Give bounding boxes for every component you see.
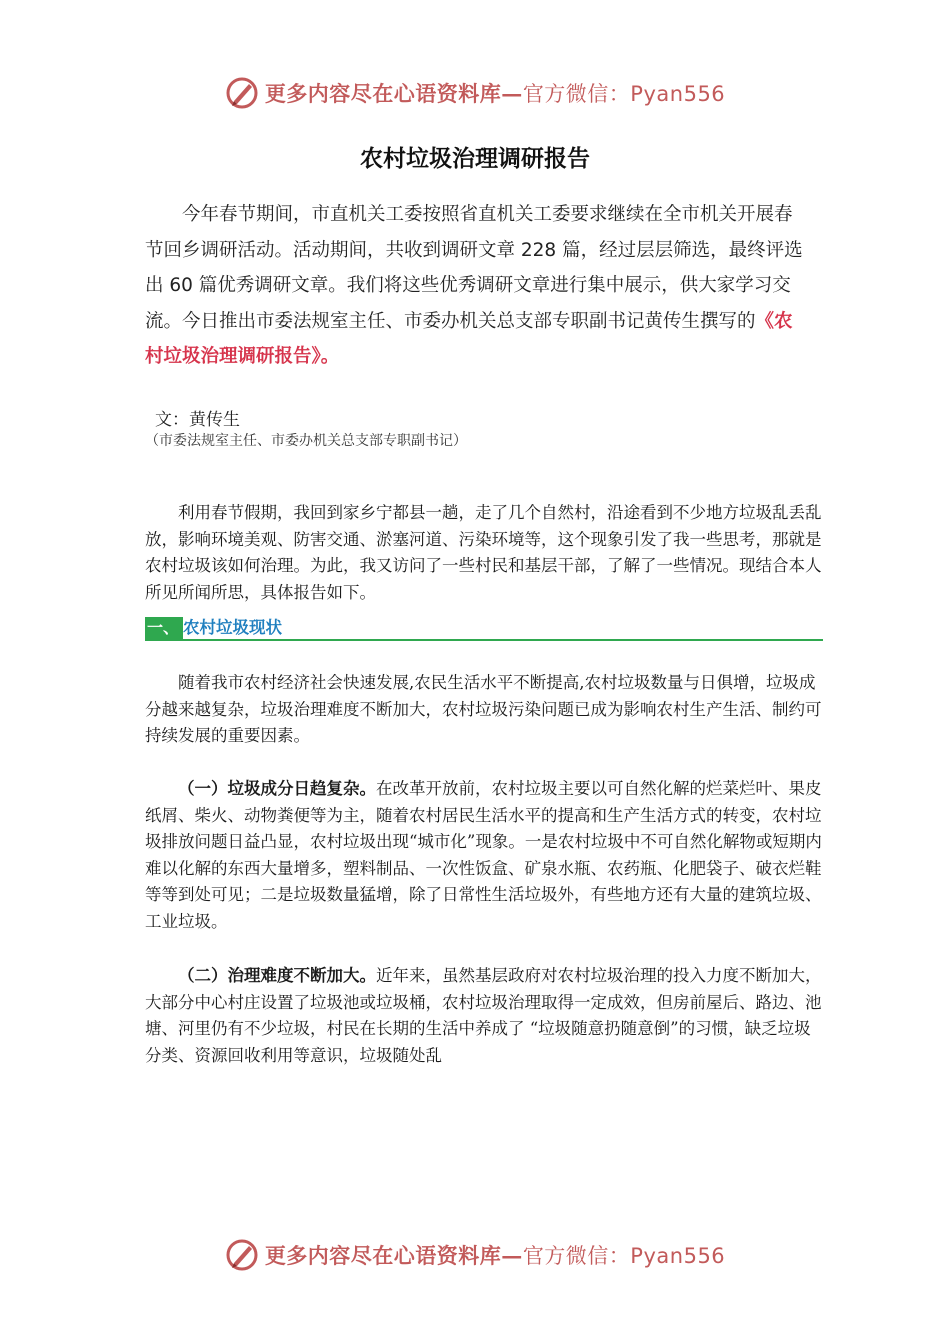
body-paragraph-3: （一）垃圾成分日趋复杂。在改革开放前，农村垃圾主要以可自然化解的烂菜烂叶、果皮纸屑、柴火、动物粪便等为主，随着农村居民生活水平的提高和生产生活方式的转变，农村垃圾排放问题日益凸显，农村垃圾出现“城市化”现象。一是农村垃圾中不可自然化解物或短期内难以化解的东西大量增多，塑料制品、一次性饭盒、矿泉水瓶、农药瓶、化肥袋子、破衣烂鞋等等到处可见；二是垃圾数量猛增，除了日常性生活垃圾外，有些地方还有大量的建筑垃圾、工业垃圾。 (145, 779, 822, 931)
banner-text: 更多内容尽在心语资料库—官方微信：Pyan556 (264, 81, 726, 106)
subsection-heading-2: （二）治理难度不断加大。 (178, 966, 376, 985)
author-role: （市委法规室主任、市委办机关总支部专职副书记） (145, 433, 467, 449)
body-paragraph-2: 随着我市农村经济社会快速发展,农民生活水平不断提高,农村垃圾数量与日俱增，垃圾成分越来越复杂，垃圾治理难度不断加大，农村垃圾污染问题已成为影响农村生产生活、制约可持续发展的重要因素。 (145, 673, 822, 745)
document-title: 农村垃圾治理调研报告 (360, 146, 590, 172)
footer-banner (0, 1235, 950, 1275)
report-title-highlight: 《农村垃圾治理调研报告》。 (145, 310, 793, 367)
pen-logo-icon (225, 1238, 259, 1272)
body-paragraph-4: （二）治理难度不断加大。近年来，虽然基层政府对农村垃圾治理的投入力度不断加大，大部分中心村庄设置了垃圾池或垃圾桶，农村垃圾治理取得一定成效，但房前屋后、路边、池塘、河里仍有不少垃圾，村民在长期的生活中养成了 “垃圾随意扔随意倒”的习惯，缺乏垃圾分类、资源回收利用等意识，垃圾随处乱 (145, 966, 822, 1065)
header-banner (0, 73, 950, 113)
subsection-heading-1: （一）垃圾成分日趋复杂。 (178, 779, 376, 798)
section-label: 农村垃圾现状 (183, 618, 282, 637)
pen-logo-icon (225, 76, 259, 110)
banner-text: 更多内容尽在心语资料库—官方微信：Pyan556 (264, 1243, 726, 1268)
intro-paragraph: 今年春节期间，市直机关工委按照省直机关工委要求继续在全市机关开展春节回乡调研活动。活动期间，共收到调研文章 228 篇，经过层层筛选，最终评选出 60 篇优秀调研文章。我们将这些优秀调研文章进行集中展示，供大家学习交流。今日推出市委法规室主任、市委办机关总支部专职副书记黄传生撰写的《农村垃圾治理调研报告》。 (145, 204, 803, 367)
section-number: 一、 (145, 617, 183, 639)
body-paragraph-1: 利用春节假期，我回到家乡宁都县一趟，走了几个自然村，沿途看到不少地方垃圾乱丢乱放，影响环境美观、防害交通、淤塞河道、污染环境等，这个现象引发了我一些思考，那就是农村垃圾该如何治理。为此，我又访问了一些村民和基层干部，了解了一些情况。现结合本人所见所闻所思，具体报告如下。 (145, 503, 822, 602)
section-heading-1 (145, 617, 823, 641)
author-name: 文：黄传生 (155, 410, 240, 430)
